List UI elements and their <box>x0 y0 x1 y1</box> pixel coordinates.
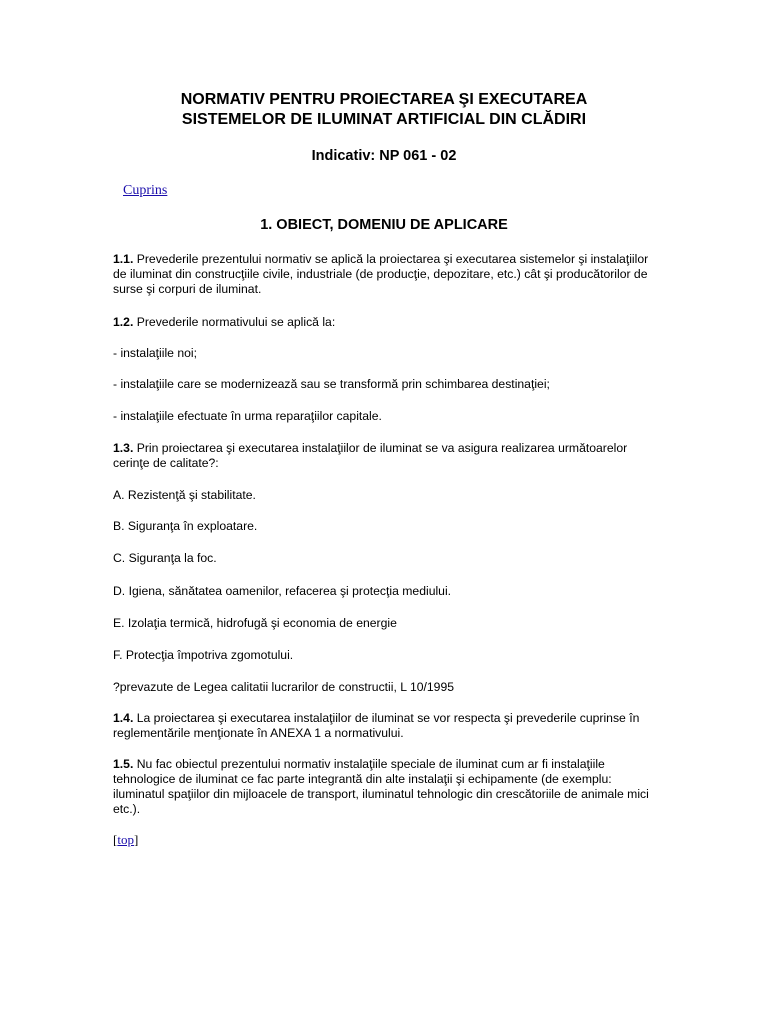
top-link-wrapper <box>113 832 138 848</box>
table-of-contents-link[interactable]: Cuprins <box>123 183 168 198</box>
paragraph-1-3 <box>113 441 661 471</box>
paragraph-text: Nu fac obiectul prezentului normativ instalaţiile speciale de iluminat cum ar fi instalaţiile tehnologice de iluminat ce fac parte integrantă din alte instalaţii şi echipamente (de exemplu: iluminatul spaţiilor din mijloacele de transport, iluminatul tehnologic din crescătoriile de animale mici etc.). <box>113 757 649 816</box>
paragraph-number: 1.2. <box>113 315 134 329</box>
paragraph-number: 1.4. <box>113 711 134 725</box>
title-line-2: SISTEMELOR DE ILUMINAT ARTIFICIAL DIN CLĂDIRI <box>181 111 587 128</box>
list-item-new-installations: - instalaţiile noi; <box>113 346 197 360</box>
list-item-modernized-installations: - instalaţiile care se modernizează sau se transformă prin schimbarea destinaţiei; <box>113 377 550 391</box>
paragraph-text: Prevederile normativului se aplică la: <box>133 315 336 329</box>
title-line-1: NORMATIV PENTRU PROIECTAREA ŞI EXECUTAREA <box>180 91 588 108</box>
paragraph-number: 1.3. <box>113 441 134 455</box>
paragraph-1-4 <box>113 711 661 741</box>
paragraph-1-5 <box>113 757 661 817</box>
requirement-e: E. Izolaţia termică, hidrofugă şi economia de energie <box>113 616 397 630</box>
requirement-f: F. Protecţia împotriva zgomotului. <box>113 648 294 662</box>
requirement-d: D. Igiena, sănătatea oamenilor, refacerea şi protecţia mediului. <box>113 584 452 598</box>
paragraph-text: La proiectarea şi executarea instalaţiilor de iluminat se vor respecta şi prevederile cuprinse în reglementările menţionate în ANEXA 1 a normativului. <box>113 711 640 740</box>
paragraph-number: 1.1. <box>113 252 134 266</box>
bracket-close: ] <box>133 832 139 847</box>
paragraph-number: 1.5. <box>113 757 134 771</box>
list-item-repaired-installations: - instalaţiile efectuate în urma reparaţiilor capitale. <box>113 409 382 423</box>
paragraph-text: Prin proiectarea şi executarea instalaţiilor de iluminat se va asigura realizarea următoarelor cerinţe de calitate?: <box>113 441 628 470</box>
requirement-c: C. Siguranţa la foc. <box>113 551 217 565</box>
document-title <box>100 90 668 130</box>
section-title: 1. OBIECT, DOMENIU DE APLICARE <box>260 217 508 233</box>
footnote: ?prevazute de Legea calitatii lucrarilor de constructii, L 10/1995 <box>113 680 454 694</box>
document-indicativ: Indicativ: NP 061 - 02 <box>311 148 457 164</box>
paragraph-text: Prevederile prezentului normativ se aplică la proiectarea şi executarea sistemelor şi instalaţiilor de iluminat din construcţiile civile, industriale (de producţie, depozitare, etc.) cât şi producătorilor de surse şi corpuri de iluminat. <box>113 252 649 296</box>
paragraph-1-2 <box>113 315 661 330</box>
bracket-open: [ <box>113 832 118 847</box>
requirement-b: B. Siguranţa în exploatare. <box>113 519 258 533</box>
back-to-top-link[interactable]: top <box>117 832 134 847</box>
requirement-a: A. Rezistenţă şi stabilitate. <box>113 488 256 502</box>
paragraph-1-1 <box>113 252 661 297</box>
